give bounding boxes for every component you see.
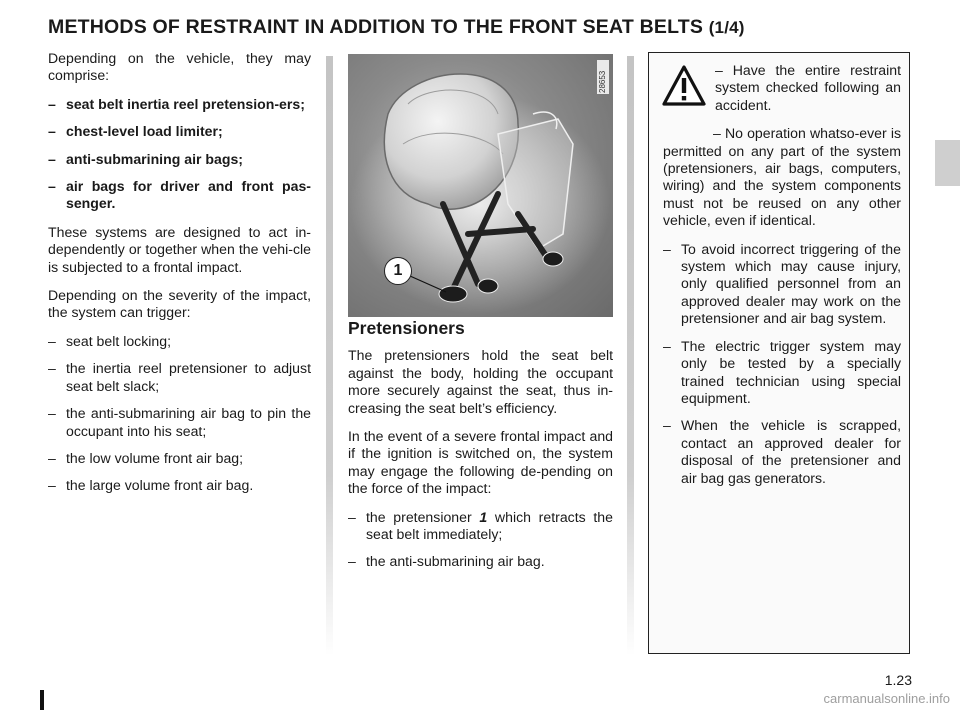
list-item: – air bags for driver and front pas-senger.: [48, 178, 311, 212]
engage-list: [348, 509, 613, 571]
list-item: – the low volume front air bag;: [48, 449, 244, 466]
severity-paragraph: Depending on the severity of the impact, the system can trigger:: [48, 287, 311, 321]
watermark: carmanualsonline.info: [823, 691, 950, 706]
list-item: – the anti-submarining air bag.: [348, 553, 545, 570]
column-divider-left: [326, 56, 333, 656]
callout-1: 1: [384, 257, 412, 285]
list-item: – seat belt inertia reel pretension-ers;: [48, 95, 305, 112]
systems-paragraph: These systems are designed to act in-dependently or together when the vehi-cle is subjected to a frontal impact.: [48, 223, 311, 275]
list-item: – chest-level load limiter;: [48, 123, 223, 140]
list-item: – the anti-submarining air bag to pin the occupant into his seat;: [48, 405, 311, 439]
page-number: 1.23: [884, 672, 912, 688]
pretensioner-paragraph: The pretensioners hold the seat belt against the body, holding the occupant more securely against the seat, thus in-creasing the seat belt’s efficiency.: [348, 347, 613, 416]
column-divider-right: [627, 56, 634, 656]
footer-marker: [40, 690, 44, 710]
list-item: – To avoid incorrect triggering of the system which may cause injury, only qualified personnel from an approved dealer may work on the pretensioner and air bag system.: [663, 240, 901, 327]
figure-code: 28653: [597, 60, 609, 94]
warning-box: [648, 52, 910, 654]
section-tab: [935, 140, 960, 186]
warning-list: [663, 241, 901, 487]
left-column: [48, 50, 311, 506]
feature-list: [48, 96, 311, 213]
trigger-list: [48, 333, 311, 495]
page-title: [48, 16, 745, 39]
warning-text: [663, 62, 901, 498]
intro-text: Depending on the vehicle, they may comprise:: [48, 50, 311, 84]
list-item: – the pretensioner 1 which retracts the seat belt immediately;: [348, 508, 613, 543]
warning-line-2: – No operation whatso-ever is permitted on any part of the system (pretensioners, air bags, computers, wiring) and the system components must not be reused on any other vehicle, even if identical.: [663, 125, 901, 229]
warning-line-1: – Have the entire restraint system checked following an accident.: [715, 62, 901, 113]
title-part: (1/4): [708, 18, 745, 37]
middle-column: [348, 320, 613, 582]
list-item: – seat belt locking;: [48, 332, 171, 349]
impact-paragraph: In the event of a severe frontal impact and if the ignition is switched on, the system may engage the following de-pending on the force of the impact:: [348, 428, 613, 497]
list-item: – the large volume front air bag.: [48, 477, 254, 494]
list-item: – anti-submarining air bags;: [48, 150, 243, 167]
list-item: – the inertia reel pretensioner to adjust seat belt slack;: [48, 360, 311, 394]
section-heading: Pretensioners: [348, 318, 465, 338]
title-text: METHODS OF RESTRAINT IN ADDITION TO THE FRONT SEAT BELTS: [48, 16, 704, 38]
list-item: – The electric trigger system may only be tested by a specially trained technician using special equipment.: [663, 337, 901, 406]
list-item: – When the vehicle is scrapped, contact an approved dealer for disposal of the pretensioner and air bag gas generators.: [663, 417, 901, 486]
